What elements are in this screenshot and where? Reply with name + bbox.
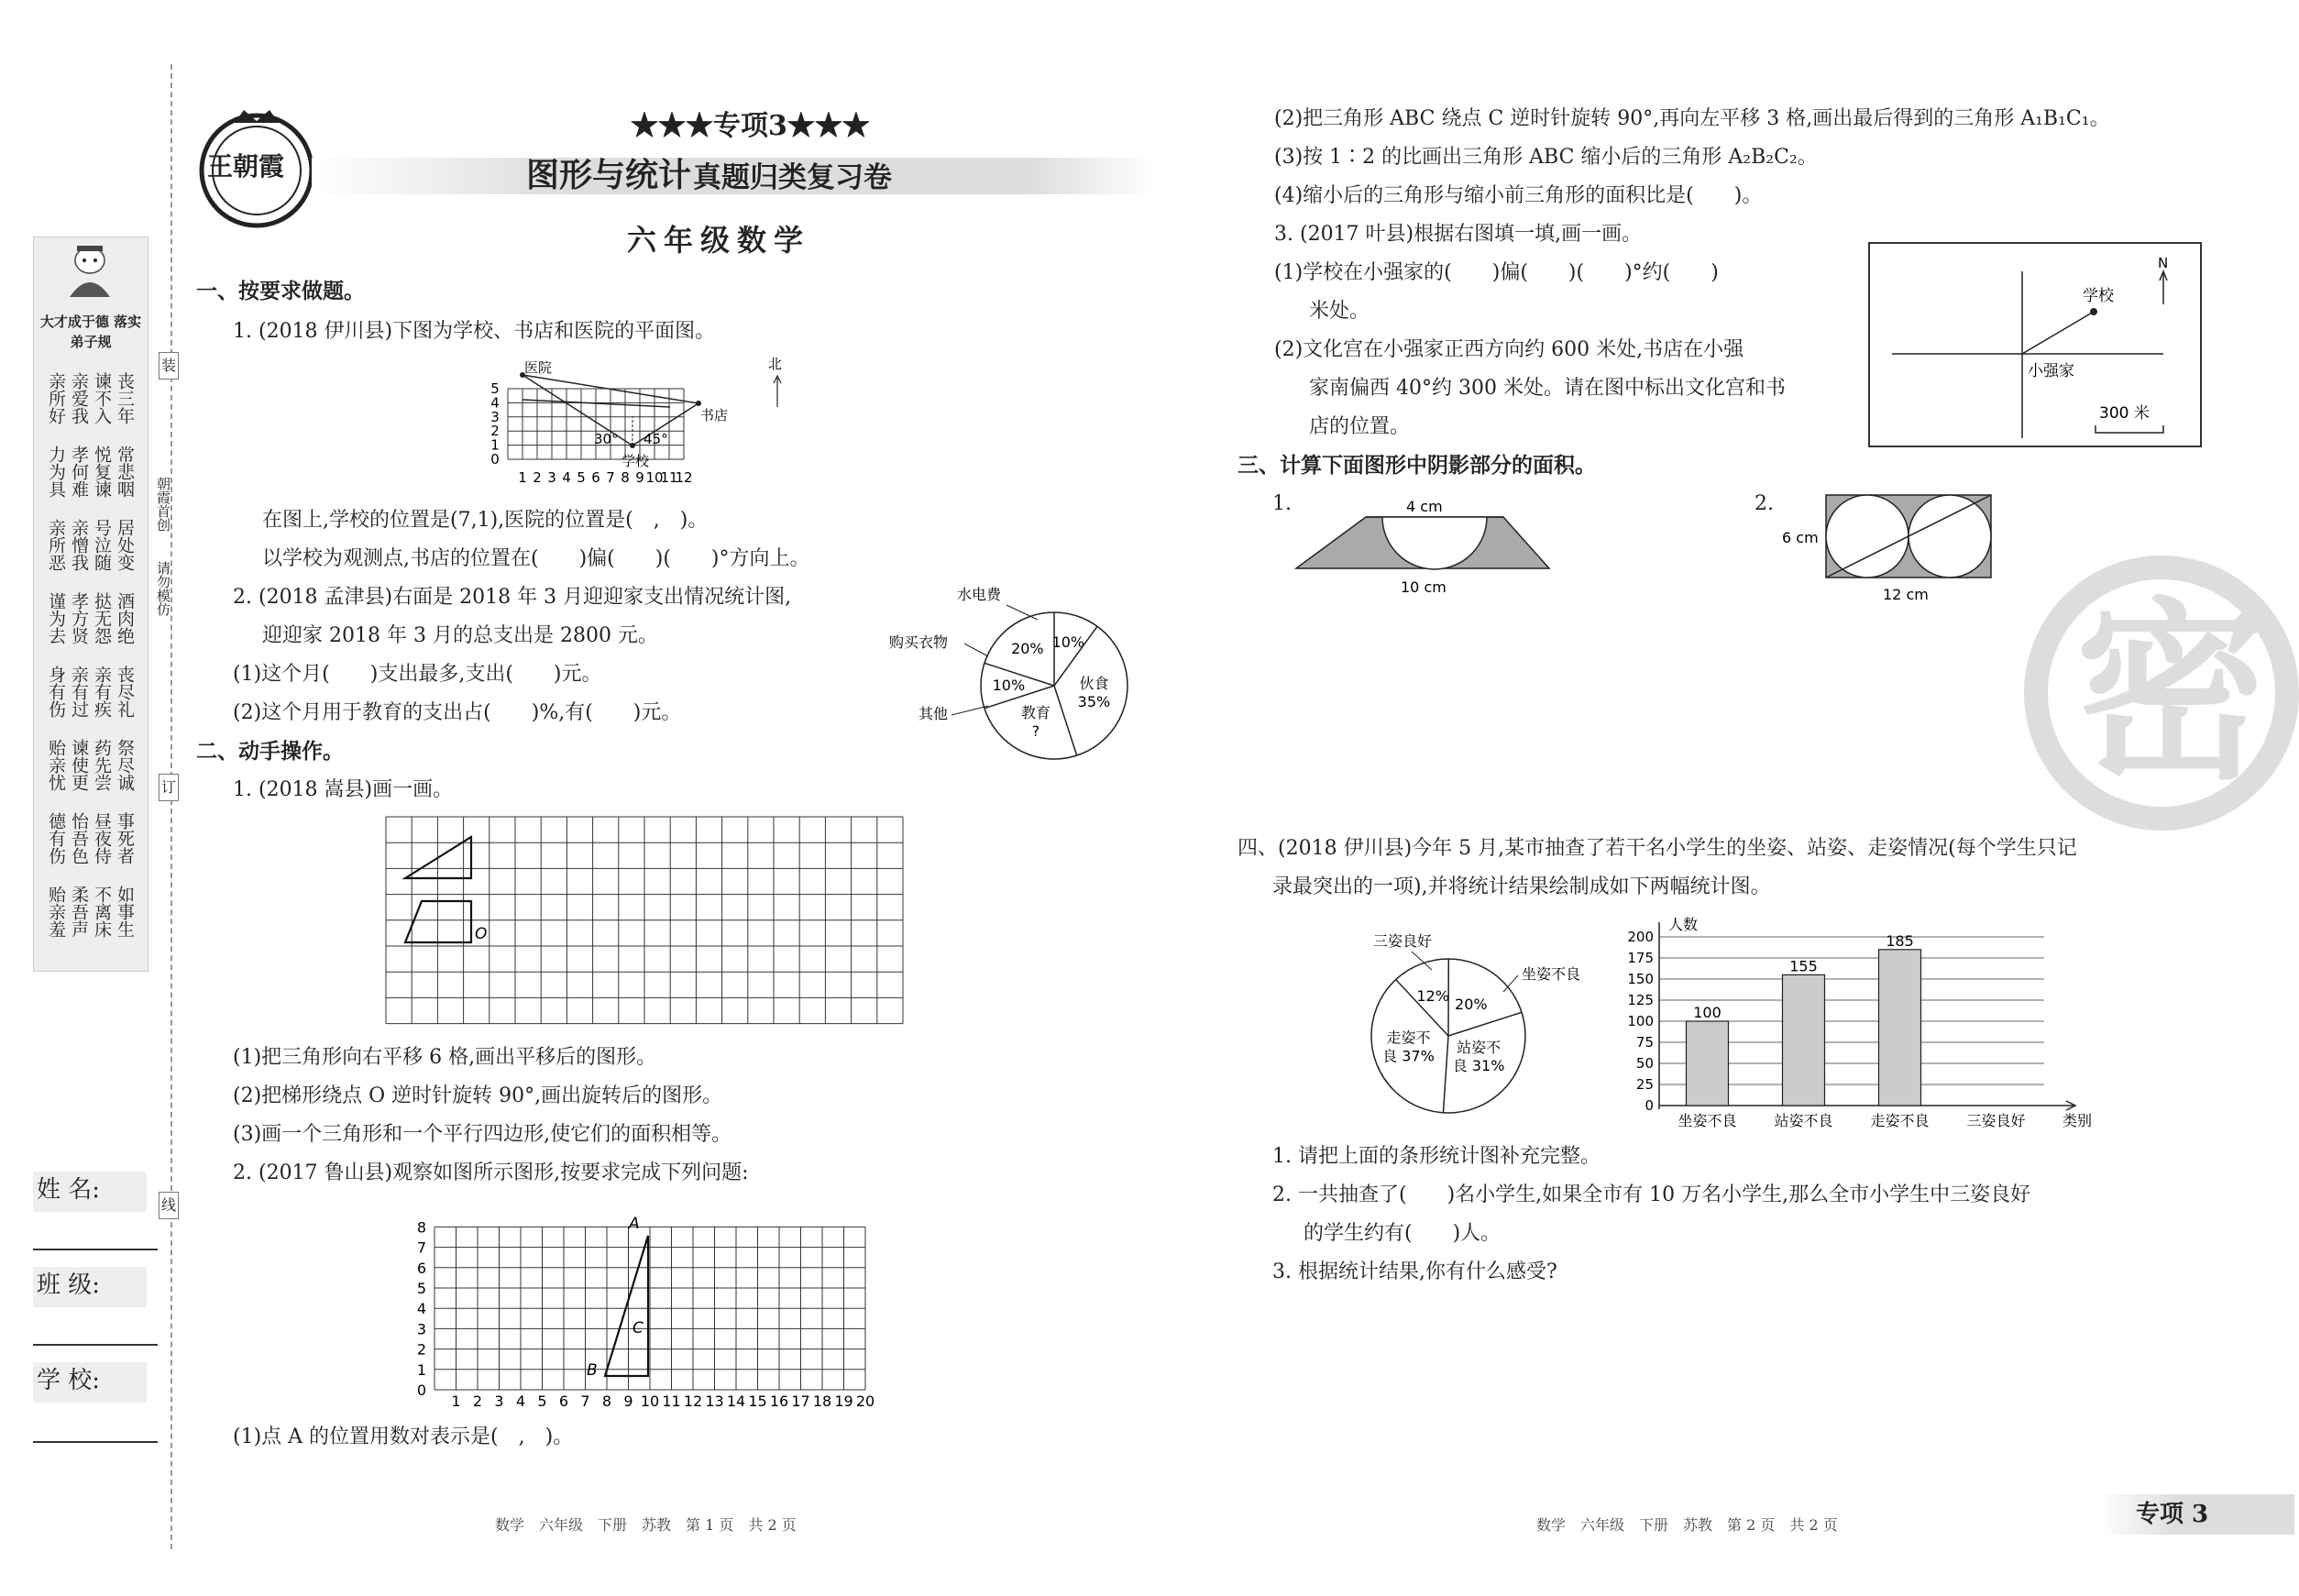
q2-2d-text: (4)缩小后的三角形与缩小前三角形的面积比是( )。 — [1274, 184, 1763, 207]
seal-char: 密 — [2075, 579, 2269, 806]
grid2-x-tick: 19 — [834, 1392, 853, 1410]
q2-2b-text: (2)把三角形 ABC 绕点 C 逆时针旋转 90°,再向左平移 3 格,画出最后得到的三角形 A₁B₁C₁。 — [1274, 107, 2110, 130]
map-x-tick: 9 — [635, 469, 644, 486]
map-school-label: 学校 — [622, 453, 650, 469]
pie-slice-label: 坐姿不良 — [1522, 965, 1581, 983]
grid2-x-tick: 20 — [855, 1392, 875, 1410]
q2-1-text: 1. (2018 嵩县)画一画。 — [233, 778, 454, 801]
drawing-grid[interactable] — [383, 814, 906, 1034]
q4-2-text: 2. 一共抽查了( )名小学生,如果全市有 10 万名小学生,那么全市小学生中三姿良好 — [1272, 1183, 2031, 1206]
poem-column: 丧三年 — [115, 372, 135, 424]
point-c-label: C — [632, 1319, 644, 1337]
pie-slice-value: ? — [1031, 722, 1040, 741]
bar-y-tick: 25 — [1635, 1076, 1654, 1093]
grid2-x-tick: 9 — [623, 1392, 633, 1410]
bar-y-tick: 200 — [1627, 929, 1654, 945]
q2-3a-text: (1)学校在小强家的( )偏( )( )°约( ) — [1274, 261, 1719, 284]
posture-pie-chart — [1357, 917, 1613, 1128]
poem-column: 祭尽诚 — [115, 739, 135, 791]
poem-column: 贻亲忧 — [46, 739, 66, 791]
poem-column: 力为具 — [46, 446, 66, 498]
poem-column: 亲所恶 — [46, 519, 66, 571]
coordinate-grid[interactable] — [412, 1197, 889, 1408]
pie-slice-value: 良 37% — [1382, 1047, 1435, 1065]
poem-column: 挞无怨 — [92, 592, 112, 644]
poem-column: 不离床 — [92, 886, 112, 938]
bar-value-label: 185 — [1886, 931, 1914, 950]
grid2-x-tick: 8 — [601, 1392, 612, 1410]
grid2-x-tick: 18 — [812, 1392, 832, 1410]
poem-column: 怡吾色 — [69, 812, 89, 864]
series-label: ★★★专项3★★★ — [631, 110, 870, 142]
grid2-y-tick: 6 — [416, 1259, 427, 1277]
grid2-x-tick: 1 — [451, 1392, 461, 1410]
poem-column: 亲憎我 — [69, 519, 89, 571]
q2-2-text: 2. (2017 鲁山县)观察如图所示图形,按要求完成下列问题: — [233, 1161, 749, 1184]
pie-slice-label: 走姿不 — [1386, 1029, 1431, 1047]
poem-column: 德有伤 — [46, 812, 66, 864]
seal-watermark — [2024, 556, 2299, 831]
pie-slice-label: 购买衣物 — [889, 633, 949, 651]
grid2-x-tick: 17 — [791, 1392, 810, 1410]
bookstore-point — [696, 401, 701, 406]
grid2-x-tick: 3 — [494, 1392, 504, 1410]
bar-rect — [1687, 1021, 1729, 1106]
q1-2a-text: 迎迎家 2018 年 3 月的总支出是 2800 元。 — [262, 624, 658, 647]
pie-leader-line — [952, 706, 988, 715]
binding-mark-3: 线 — [159, 1192, 179, 1219]
fig1-bottom-label: 10 cm — [1401, 578, 1446, 596]
poem-column: 昼夜侍 — [92, 812, 112, 864]
poem-column: 孝何难 — [69, 446, 89, 498]
grid2-x-tick: 6 — [558, 1392, 569, 1410]
map2-school-point — [2090, 308, 2097, 315]
name-field[interactable] — [33, 1249, 158, 1250]
vertical-note-1: 朝霞首创 — [155, 477, 171, 532]
map2-scale-label: 300 米 — [2099, 404, 2150, 423]
s3-fig2-number: 2. — [1754, 492, 1774, 515]
map-x-tick: 2 — [533, 469, 542, 486]
map-x-tick: 6 — [591, 469, 600, 486]
q4-1-text: 1. 请把上面的条形统计图补充完整。 — [1272, 1145, 1600, 1168]
binding-mark-2: 订 — [159, 774, 179, 801]
map-y-tick: 0 — [490, 451, 500, 468]
q1-1b-text: 以学校为观测点,书店的位置在( )偏( )( )°方向上。 — [262, 547, 810, 570]
q4-2b-text: 的学生约有( )人。 — [1304, 1222, 1502, 1245]
bar-y-tick: 50 — [1635, 1055, 1654, 1072]
bar-y-tick: 175 — [1627, 950, 1654, 966]
map-y-tick: 4 — [490, 394, 500, 412]
q2-3b3-text: 店的位置。 — [1309, 415, 1411, 438]
map-x-tick: 1 — [518, 469, 527, 486]
pie-slice-label: 教育 — [1021, 704, 1051, 722]
poem-column: 号泣随 — [92, 519, 112, 571]
pie-slice-label: 站姿不 — [1457, 1038, 1502, 1056]
shaded-trapezoid-figure — [1296, 493, 1562, 603]
pie-slice-label: 三姿良好 — [1373, 932, 1433, 950]
grid2-x-tick: 10 — [640, 1392, 660, 1410]
poem-column: 居处变 — [115, 519, 135, 571]
grid2-x-tick: 2 — [472, 1392, 483, 1410]
grid2-y-tick: 7 — [416, 1238, 427, 1257]
binding-mark-1: 装 — [159, 352, 179, 380]
q2-2c-text: (3)按 1∶2 的比画出三角形 ABC 缩小后的三角形 A₂B₂C₂。 — [1274, 146, 1818, 169]
map-north-label: 北 — [768, 356, 783, 372]
subject-title: 六年级数学 — [627, 223, 811, 258]
sidebar-poem — [46, 372, 138, 959]
trapezoid-shape — [405, 901, 471, 942]
map-x-tick: 11 — [660, 469, 678, 486]
point-o-label: O — [475, 925, 488, 943]
q2-3b-text: (2)文化宫在小强家正西方向约 600 米处,书店在小强 — [1274, 338, 1744, 361]
map-grid-figure — [486, 352, 783, 499]
fig1-top-label: 4 cm — [1406, 498, 1443, 515]
map-x-tick: 12 — [675, 469, 693, 486]
sidebar-motto: 大才成于德 落实弟子规 — [39, 314, 142, 350]
map-x-tick: 4 — [562, 469, 571, 486]
grid2-x-tick: 5 — [537, 1392, 547, 1410]
grid2-y-tick: 3 — [416, 1320, 427, 1338]
grid2-y-tick: 5 — [416, 1280, 427, 1297]
poem-column: 如事生 — [115, 886, 135, 938]
map2-north-label: N — [2158, 255, 2169, 271]
fig2-width-label: 12 cm — [1883, 586, 1929, 603]
pie-slice-label: 其他 — [918, 705, 949, 722]
bar-y-tick: 125 — [1627, 992, 1654, 1008]
q2-3b2-text: 家南偏西 40°约 300 米处。请在图中标出文化宫和书 — [1309, 377, 1786, 400]
map-angle1: 30° — [594, 431, 619, 447]
grid2-y-tick: 4 — [416, 1300, 427, 1318]
poem-column: 亲爱我 — [69, 372, 89, 424]
title-sub: 真题归类复习卷 — [693, 161, 892, 194]
map-x-tick: 3 — [547, 469, 556, 486]
bar-rect — [1783, 974, 1825, 1106]
class-field[interactable] — [33, 1344, 158, 1346]
class-field-label: 班 级: — [37, 1271, 101, 1299]
poem-column: 孝方贤 — [69, 592, 89, 644]
section1-heading: 一、按要求做题。 — [196, 279, 365, 303]
poem-column: 柔吾声 — [69, 886, 89, 938]
triangle-abc — [605, 1236, 648, 1376]
map2-home-label: 小强家 — [2028, 362, 2074, 380]
school-field[interactable] — [33, 1441, 158, 1443]
poem-column: 身有伤 — [46, 666, 66, 718]
s3-fig1-number: 1. — [1272, 492, 1292, 515]
poem-column: 丧尽礼 — [115, 666, 135, 718]
pie-leader-line — [964, 644, 988, 656]
poem-column: 亲有过 — [69, 666, 89, 718]
section2-heading: 二、动手操作。 — [196, 739, 344, 764]
poem-column: 事死者 — [115, 812, 135, 864]
logo-text: 王朝霞 — [207, 151, 285, 182]
bar-y-tick: 75 — [1635, 1034, 1654, 1051]
pie-slice-value: 10% — [992, 677, 1026, 694]
title-main: 图形与统计 — [526, 156, 692, 194]
q2-1a-text: (1)把三角形向右平移 6 格,画出平移后的图形。 — [233, 1046, 657, 1069]
point-b-label: B — [587, 1361, 598, 1380]
school-field-label: 学 校: — [37, 1367, 101, 1394]
expense-pie-chart — [880, 583, 1155, 766]
grid2-x-tick: 16 — [769, 1392, 789, 1410]
left-footer: 数学 六年级 下册 苏教 第 1 页 共 2 页 — [495, 1516, 797, 1534]
map-y-tick: 1 — [490, 436, 500, 454]
poem-column: 亲所好 — [46, 372, 66, 424]
pie-slice-label: 伙食 — [1079, 674, 1109, 692]
pie-leader-line — [1006, 605, 1038, 620]
map-angle2: 45° — [644, 431, 668, 447]
section4-heading-2: 录最突出的一项),并将统计结果绘制成如下两幅统计图。 — [1272, 875, 1771, 898]
q1-1a-text: 在图上,学校的位置是(7,1),医院的位置是( , )。 — [262, 509, 709, 532]
poem-column: 谏使更 — [69, 739, 89, 791]
vertical-note-2: 请勿模仿 — [155, 561, 171, 616]
poem-column: 悦复谏 — [92, 446, 112, 498]
bar-y-tick: 150 — [1627, 971, 1654, 987]
grid2-x-tick: 12 — [683, 1392, 703, 1410]
pie-slice-value: 12% — [1416, 986, 1449, 1005]
bar-rect — [1879, 950, 1921, 1106]
grid2-x-tick: 14 — [726, 1392, 746, 1410]
shaded-rectangle-figure — [1780, 491, 2000, 611]
pie-slice-value: 10% — [1051, 633, 1085, 651]
q2-1c-text: (3)画一个三角形和一个平行四边形,使它们的面积相等。 — [233, 1123, 732, 1146]
series-tag: 专项 3 — [2136, 1501, 2209, 1528]
poem-column: 酒肉绝 — [115, 592, 135, 644]
bar-y-label: 人数 — [1668, 916, 1699, 933]
poem-column: 贻亲羞 — [46, 886, 66, 938]
poem-column: 谨为去 — [46, 592, 66, 644]
grid2-x-tick: 4 — [515, 1392, 526, 1410]
grid2-y-tick: 1 — [416, 1360, 427, 1379]
bar-category-label: 三姿良好 — [1966, 1112, 2026, 1129]
grid2-y-tick: 8 — [416, 1218, 427, 1237]
q1-2b-text: (1)这个月( )支出最多,支出( )元。 — [233, 663, 602, 686]
map2-school-label: 学校 — [2083, 287, 2114, 305]
q2-3-text: 3. (2017 叶县)根据右图填一填,画一画。 — [1274, 223, 1643, 246]
bar-x-label: 类别 — [2062, 1112, 2093, 1129]
posture-bar-chart — [1613, 911, 2108, 1140]
pie-slice-value: 良 31% — [1452, 1056, 1505, 1074]
point-a-label: A — [629, 1215, 640, 1233]
q1-2-text: 2. (2018 孟津县)右面是 2018 年 3 月迎迎家支出情况统计图, — [233, 586, 792, 609]
grid2-x-tick: 13 — [705, 1392, 724, 1410]
section4-heading: 四、(2018 伊川县)今年 5 月,某市抽查了若干名小学生的坐姿、站姿、走姿情况(每个学生只记 — [1238, 837, 2077, 860]
map-x-tick: 7 — [606, 469, 615, 486]
bar-category-label: 走姿不良 — [1870, 1112, 1930, 1129]
grid2-x-tick: 11 — [662, 1392, 681, 1410]
bar-category-label: 站姿不良 — [1774, 1112, 1833, 1129]
q1-1-text: 1. (2018 伊川县)下图为学校、书店和医院的平面图。 — [233, 320, 716, 343]
dashed-binding-line — [170, 64, 172, 1549]
map-y-tick: 3 — [490, 408, 500, 425]
bar-y-tick: 0 — [1644, 1097, 1654, 1114]
pie-slice-label: 水电费 — [957, 586, 1002, 603]
mascot-figure — [44, 240, 136, 301]
map-y-tick: 2 — [490, 423, 500, 440]
q2-3a2-text: 米处。 — [1309, 300, 1370, 323]
section3-heading: 三、计算下面图形中阴影部分的面积。 — [1238, 453, 1596, 478]
poem-column: 药先尝 — [92, 739, 112, 791]
fig2-height-label: 6 cm — [1782, 529, 1819, 546]
map-y-tick: 5 — [490, 380, 500, 397]
map-x-tick: 8 — [621, 469, 630, 486]
map-x-tick: 10 — [645, 469, 664, 486]
pie-slice-value: 20% — [1455, 996, 1488, 1014]
q2-2a-text: (1)点 A 的位置用数对表示是( , )。 — [233, 1425, 574, 1448]
grid2-x-tick: 15 — [748, 1392, 767, 1410]
name-field-label: 姓 名: — [37, 1176, 101, 1204]
map2-scale-bar — [2096, 425, 2163, 433]
right-footer: 数学 六年级 下册 苏教 第 2 页 共 2 页 — [1536, 1516, 1838, 1534]
poem-column: 亲有疾 — [92, 666, 112, 718]
pie-slice-value: 35% — [1077, 692, 1111, 710]
grid2-x-tick: 7 — [580, 1392, 590, 1410]
map-hospital-label: 医院 — [524, 359, 553, 376]
poem-column: 常悲咽 — [115, 446, 135, 498]
map-bookstore-label: 书店 — [700, 407, 729, 424]
bar-category-label: 坐姿不良 — [1678, 1112, 1737, 1129]
q4-3-text: 3. 根据统计结果,你有什么感受? — [1272, 1260, 1557, 1283]
poem-column: 谏不入 — [92, 372, 112, 424]
triangle-shape — [405, 837, 471, 878]
bar-value-label: 155 — [1789, 957, 1818, 975]
q2-1b-text: (2)把梯形绕点 O 逆时针旋转 90°,画出旋转后的图形。 — [233, 1084, 723, 1107]
q1-2c-text: (2)这个月用于教育的支出占( )%,有( )元。 — [233, 701, 682, 724]
bar-value-label: 100 — [1693, 1004, 1722, 1021]
pie-slice-value: 20% — [1011, 639, 1044, 657]
grid2-y-tick: 2 — [416, 1340, 427, 1359]
map-x-tick: 5 — [577, 469, 586, 486]
grid2-y-tick: 0 — [416, 1381, 427, 1399]
map2-figure[interactable] — [1868, 242, 2202, 447]
bar-y-tick: 100 — [1627, 1013, 1654, 1029]
